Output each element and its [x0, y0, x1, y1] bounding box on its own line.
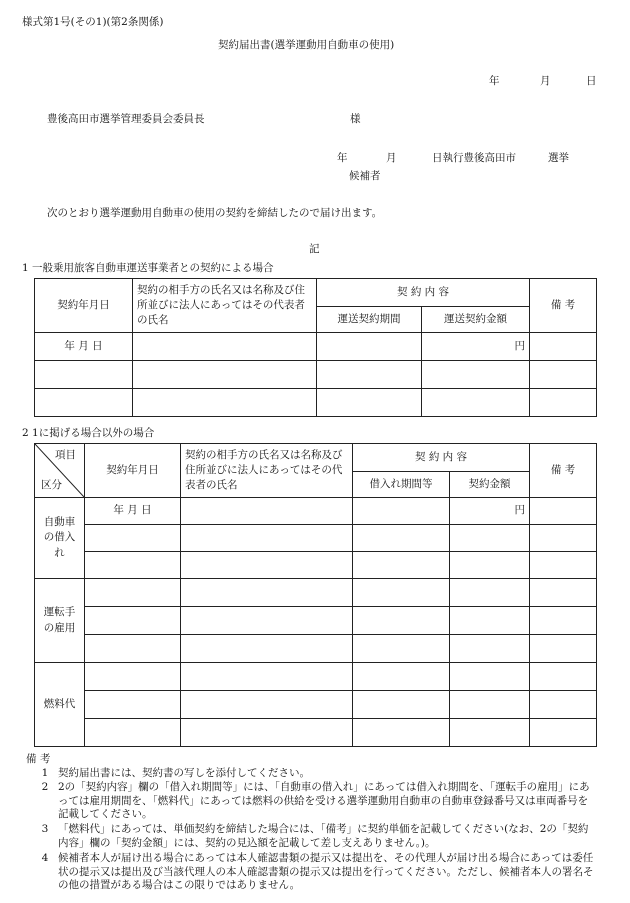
s1-row3-date[interactable]: [35, 389, 133, 417]
s1-row3-party[interactable]: [133, 389, 317, 417]
s2-g3-row2-remarks[interactable]: [530, 691, 597, 719]
ki-label: 記: [309, 243, 320, 255]
note-number: 2: [41, 781, 49, 793]
s2-group-fuel: 燃料代: [35, 663, 85, 747]
s2-header-content: 契 約 内 容: [353, 444, 530, 472]
s2-header-diagonal: [35, 444, 85, 498]
s2-header-party: 契約の相手方の氏名又は名称及び住所並びに法人にあってはその代表者の氏名: [181, 444, 353, 498]
s2-g1-row2-date[interactable]: [85, 525, 181, 552]
section2-heading: 2 1に掲げる場合以外の場合: [22, 427, 155, 439]
s2-diag-category: 区分: [41, 478, 62, 491]
s2-g2-row2-period[interactable]: [353, 607, 450, 635]
s1-row1-remarks[interactable]: [530, 333, 597, 361]
s2-group-driver-employment: 運転手の雇用: [35, 579, 85, 663]
s2-g2-row3-remarks[interactable]: [530, 635, 597, 663]
s1-header-period: 運送契約期間: [317, 307, 422, 333]
s2-g3-row3-remarks[interactable]: [530, 719, 597, 747]
s1-header-remarks: 備 考: [530, 279, 597, 333]
section1-table: [34, 278, 597, 417]
note-number: 3: [41, 823, 49, 835]
s2-g2-row3-period[interactable]: [353, 635, 450, 663]
s2-g1-row1-remarks[interactable]: [530, 498, 597, 525]
s2-g1-row1-amount[interactable]: 円: [450, 498, 530, 525]
s2-g3-row2-amount[interactable]: [450, 691, 530, 719]
intro-text: 次のとおり選挙運動用自動車の使用の契約を締結したので届け出ます。: [47, 207, 383, 219]
s2-g2-row1-party[interactable]: [181, 579, 353, 607]
table-row: [35, 663, 597, 691]
s2-g3-row3-period[interactable]: [353, 719, 450, 747]
s2-g3-row1-remarks[interactable]: [530, 663, 597, 691]
s2-g1-row1-period[interactable]: [353, 498, 450, 525]
s2-g2-row3-date[interactable]: [85, 635, 181, 663]
table-row: [35, 361, 597, 389]
s2-g2-row1-period[interactable]: [353, 579, 450, 607]
s1-row1-party[interactable]: [133, 333, 317, 361]
election-year-label: 年: [337, 152, 348, 164]
note-text: 「燃料代」にあっては、単価契約を締結した場合には、「備考」に契約単価を記載してください(なお、2の「契約内容」欄の「契約金額」には、契約の見込額を記載して差し支えありません。)。: [58, 823, 589, 849]
s2-g3-row3-party[interactable]: [181, 719, 353, 747]
s2-header-date: 契約年月日: [85, 444, 181, 498]
election-month-label: 月: [386, 152, 397, 164]
s2-diag-item: 項目: [55, 449, 76, 461]
s2-g3-row2-date[interactable]: [85, 691, 181, 719]
s2-g1-row2-amount[interactable]: [450, 525, 530, 552]
addressee: 豊後高田市選挙管理委員会委員長: [47, 113, 205, 125]
table-row: [35, 579, 597, 607]
form-number: 様式第1号(その1)(第2条関係): [22, 16, 164, 28]
date-month-label: 月: [540, 75, 551, 87]
s2-g3-row3-amount[interactable]: [450, 719, 530, 747]
note-item: [38, 852, 598, 893]
s1-header-content: 契 約 内 容: [317, 279, 530, 307]
note-item: [38, 823, 598, 850]
s2-g2-row2-amount[interactable]: [450, 607, 530, 635]
section1-heading: 1 一般乗用旅客自動車運送事業者との契約による場合: [22, 262, 274, 274]
s2-g3-row2-party[interactable]: [181, 691, 353, 719]
table-row: [35, 552, 597, 579]
s2-g1-row3-amount[interactable]: [450, 552, 530, 579]
s1-header-party: 契約の相手方の氏名又は名称及び住所並びに法人にあってはその代表者の氏名: [133, 279, 317, 333]
s1-header-amount: 運送契約金額: [422, 307, 530, 333]
table-row: [35, 691, 597, 719]
s2-g3-row3-date[interactable]: [85, 719, 181, 747]
table-row: [35, 333, 597, 361]
s1-row2-remarks[interactable]: [530, 361, 597, 389]
s1-row2-party[interactable]: [133, 361, 317, 389]
section2-table: [34, 443, 597, 747]
note-item: [38, 781, 598, 822]
s2-g1-row3-remarks[interactable]: [530, 552, 597, 579]
s2-group-car-rental: 自動車の借入れ: [35, 498, 85, 579]
s1-row2-amount[interactable]: [422, 361, 530, 389]
s2-g2-row2-remarks[interactable]: [530, 607, 597, 635]
addressee-suffix: 様: [350, 113, 361, 125]
notes-heading: 備 考: [26, 753, 51, 765]
note-text: 候補者本人が届け出る場合にあっては本人確認書類の提示又は提出を、その代理人が届け出る場合にあっては委任状の提示又は提出及び当該代理人の本人確認書類の提示又は提出を行ってください。ただし、候補者本人の署名その他の措置がある場合はこの限りではありません。: [58, 852, 594, 892]
date-day-label: 日: [586, 75, 597, 87]
s2-g2-row1-amount[interactable]: [450, 579, 530, 607]
election-word: 選挙: [548, 152, 569, 164]
s2-g3-row1-party[interactable]: [181, 663, 353, 691]
s2-g3-row1-period[interactable]: [353, 663, 450, 691]
s2-g1-row1-date[interactable]: 年 月 日: [85, 498, 181, 525]
s1-header-date: 契約年月日: [35, 279, 133, 333]
s2-g1-row3-party[interactable]: [181, 552, 353, 579]
s2-g2-row1-date[interactable]: [85, 579, 181, 607]
s1-row3-remarks[interactable]: [530, 389, 597, 417]
s2-g2-row3-party[interactable]: [181, 635, 353, 663]
s1-row1-period[interactable]: [317, 333, 422, 361]
s1-row2-period[interactable]: [317, 361, 422, 389]
table-row: [35, 607, 597, 635]
s1-row1-date[interactable]: 年 月 日: [35, 333, 133, 361]
candidate-label: 候補者: [349, 170, 381, 182]
s2-g1-row1-party[interactable]: [181, 498, 353, 525]
document-title: 契約届出書(選挙運動用自動車の使用): [218, 39, 395, 51]
s1-row3-period[interactable]: [317, 389, 422, 417]
s2-header-remarks: 備 考: [530, 444, 597, 498]
note-text: 契約届出書には、契約書の写しを添付してください。: [58, 767, 310, 779]
note-text: 2の「契約内容」欄の「借入れ期間等」には、「自動車の借入れ」にあっては借入れ期間を、「運転手の雇用」にあっては雇用期間を、「燃料代」にあっては燃料の供給を受ける選挙運動用自動車の自動車登録番号又は車両番号を記載してください。: [58, 781, 590, 821]
table-row: [35, 719, 597, 747]
s2-header-period: 借入れ期間等: [353, 472, 450, 498]
table-row: [35, 635, 597, 663]
s1-row2-date[interactable]: [35, 361, 133, 389]
s2-g2-row3-amount[interactable]: [450, 635, 530, 663]
s2-header-amount: 契約金額: [450, 472, 530, 498]
s2-g3-row2-period[interactable]: [353, 691, 450, 719]
table-row: [35, 498, 597, 525]
s2-g1-row2-remarks[interactable]: [530, 525, 597, 552]
s2-g2-row1-remarks[interactable]: [530, 579, 597, 607]
s2-g3-row1-date[interactable]: [85, 663, 181, 691]
s2-g2-row2-party[interactable]: [181, 607, 353, 635]
s1-row3-amount[interactable]: [422, 389, 530, 417]
table-row: [35, 389, 597, 417]
s2-g2-row2-date[interactable]: [85, 607, 181, 635]
s2-g1-row3-period[interactable]: [353, 552, 450, 579]
note-item: [38, 767, 598, 781]
s2-g1-row3-date[interactable]: [85, 552, 181, 579]
s2-g1-row2-party[interactable]: [181, 525, 353, 552]
table-row: [35, 525, 597, 552]
date-year-label: 年: [489, 75, 500, 87]
note-number: 4: [41, 852, 49, 864]
note-number: 1: [41, 767, 49, 779]
s2-g1-row2-period[interactable]: [353, 525, 450, 552]
s2-g3-row1-amount[interactable]: [450, 663, 530, 691]
election-day-text: 日執行豊後高田市: [432, 152, 516, 164]
s1-row1-amount[interactable]: 円: [422, 333, 530, 361]
